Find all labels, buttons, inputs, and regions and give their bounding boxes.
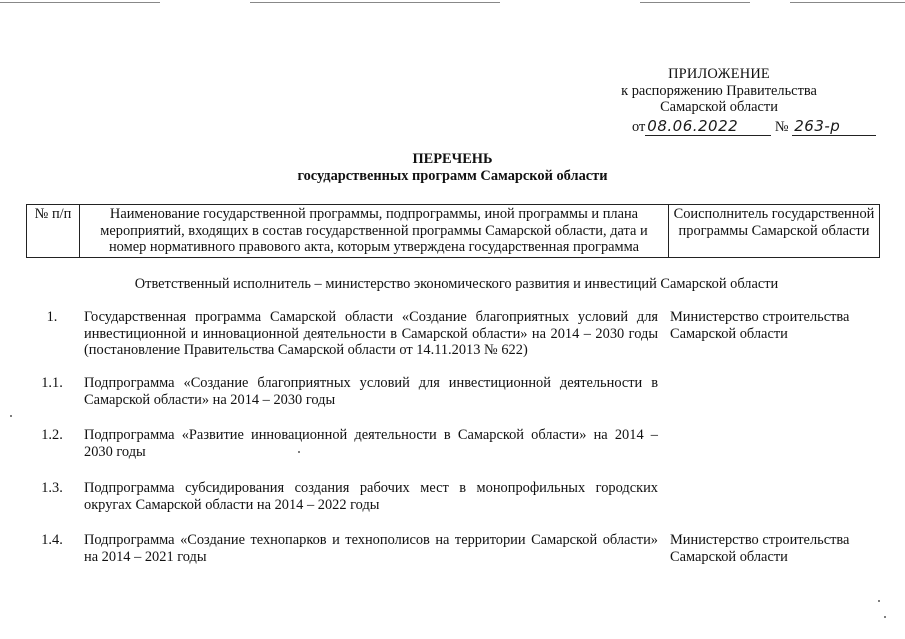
decree-date-line	[632, 118, 876, 136]
scan-speck	[884, 616, 886, 618]
item-name: Государственная программа Самарской области «Создание благоприятных условий для инвестиционной и инновационной деятельности в Самарской области» на 2014 – 2030 годы (постановление Правительства Самарской области от 14.11.2013 № 622)	[84, 309, 658, 358]
scan-edge-line	[790, 2, 905, 3]
appendix-title: ПРИЛОЖЕНИЕ	[668, 66, 770, 82]
heading-subtitle: государственных программ Самарской области	[297, 167, 608, 184]
header-row	[27, 205, 880, 258]
item-number: 1.2.	[41, 427, 63, 443]
item-name: Подпрограмма «Создание технопарков и технополисов на территории Самарской области» на 2014 – 2021 годы	[84, 532, 658, 565]
scan-speck	[878, 600, 880, 602]
item-number: 1.1.	[41, 375, 63, 391]
date-prefix: от	[632, 119, 646, 135]
scan-edge-line	[250, 2, 500, 3]
item-name: Подпрограмма «Создание благоприятных условий для инвестиционной деятельности в Самарской области» на 2014 – 2030 годы	[84, 375, 658, 408]
heading-title: ПЕРЕЧЕНЬ	[412, 151, 493, 167]
header-number-cell: № п/п	[27, 205, 80, 258]
decree-date: 08.06.2022	[645, 118, 771, 136]
document-heading	[0, 151, 905, 184]
item-number: 1.4.	[41, 532, 63, 548]
number-prefix: №	[774, 119, 789, 135]
scan-edge-line	[0, 2, 160, 3]
decree-number: 263-р	[792, 118, 876, 136]
scan-speck	[298, 451, 300, 453]
appendix-line: к распоряжению Правительства	[621, 82, 817, 99]
appendix-line: Самарской области	[660, 99, 778, 115]
header-coexecutor-cell: Соисполнитель государственной программы Самарской области	[669, 205, 880, 258]
item-number: 1.	[46, 309, 58, 325]
responsible-executor: Ответственный исполнитель – министерство экономического развития и инвестиций Самарской области	[134, 276, 779, 292]
item-name: Подпрограмма «Развитие инновационной деятельности в Самарской области» на 2014 – 2030 годы	[84, 427, 658, 460]
item-number: 1.3.	[41, 480, 63, 496]
scan-edge-line	[640, 2, 750, 3]
item-coexecutor: Министерство строительства Самарской области	[670, 532, 850, 565]
header-table	[26, 204, 880, 258]
item-name: Подпрограмма субсидирования создания рабочих мест в монопрофильных городских округах Самарской области на 2014 – 2022 годы	[84, 480, 658, 513]
appendix-block	[579, 66, 859, 116]
scan-speck	[10, 415, 12, 417]
item-coexecutor: Министерство строительства Самарской области	[670, 309, 850, 342]
header-name-cell: Наименование государственной программы, подпрограммы, иной программы и плана мероприятий, входящих в состав государственной программы Самарской области, дата и номер нормативного правового акта, которым утверждена государственная программа	[80, 205, 669, 258]
